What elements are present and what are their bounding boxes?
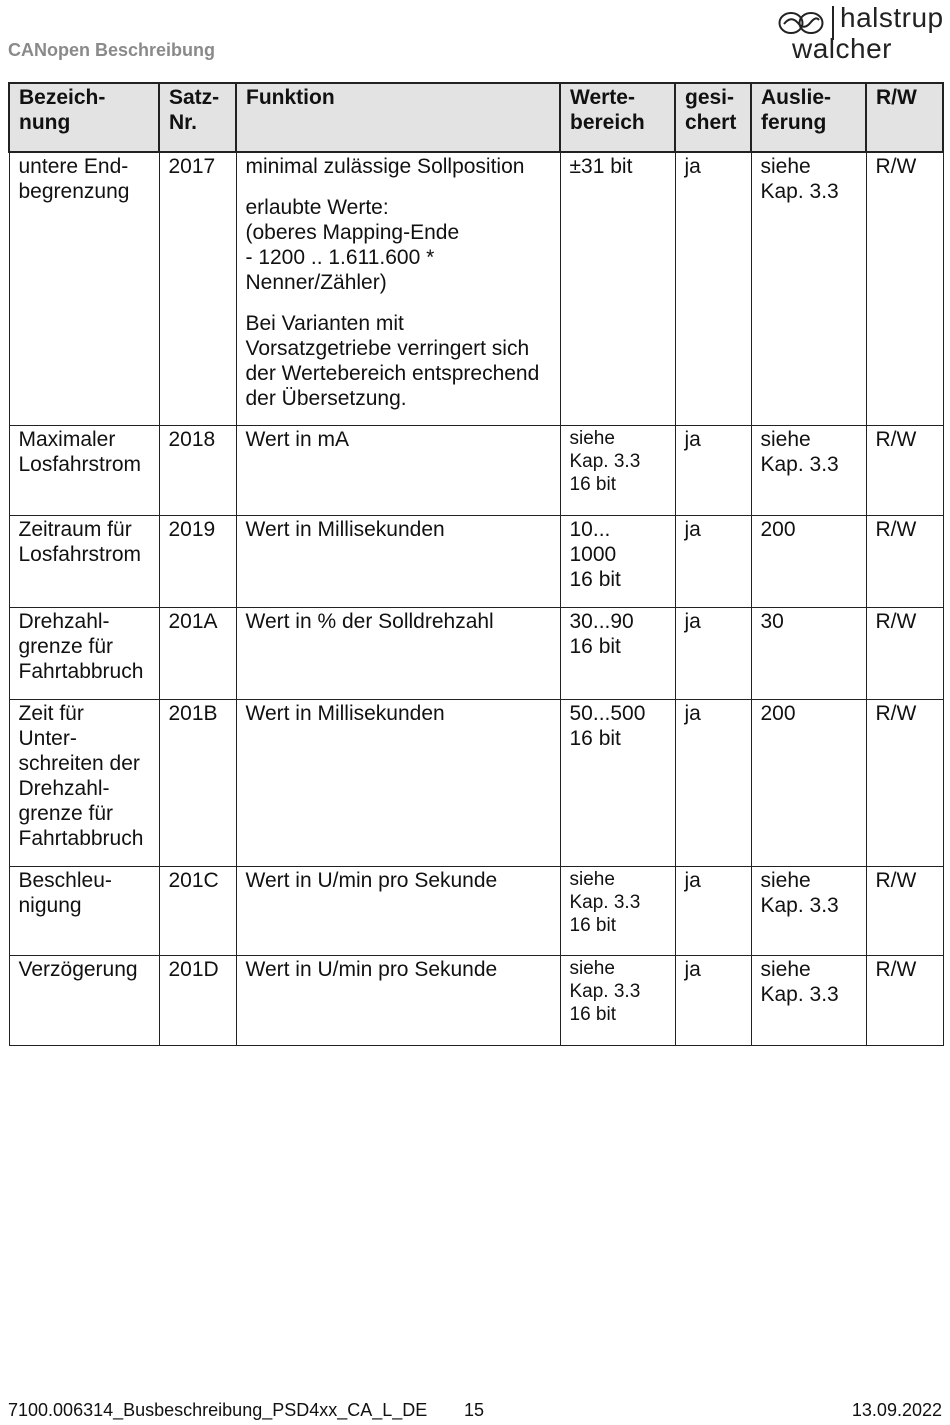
company-logo [778, 4, 946, 62]
cell-rw: R/W [866, 699, 943, 866]
logo-text-walcher: walcher [792, 33, 892, 64]
table-header-col-wertebereich: Werte- bereich [560, 83, 675, 152]
cell-funktion [236, 699, 560, 866]
cell-wertebereich: siehe Kap. 3.3 16 bit [560, 425, 675, 515]
cell-rw: R/W [866, 607, 943, 699]
cell-rw: R/W [866, 955, 943, 1045]
cell-satz-nr: 2018 [159, 425, 236, 515]
funktion-paragraph: Wert in Millisekunden [245, 701, 445, 725]
cell-gesichert: ja [675, 515, 751, 607]
funktion-paragraph: Wert in mA [245, 427, 349, 451]
cell-auslieferung: 200 [751, 699, 866, 866]
document-header-title: CANopen Beschreibung [8, 40, 216, 60]
cell-rw: R/W [866, 866, 943, 955]
cell-satz-nr: 201A [159, 607, 236, 699]
table-header-row [9, 83, 943, 152]
cell-funktion [236, 866, 560, 955]
cell-satz-nr: 201B [159, 699, 236, 866]
cell-auslieferung: siehe Kap. 3.3 [751, 955, 866, 1045]
cell-funktion [236, 152, 560, 425]
logo-text-halstrup: halstrup [840, 2, 944, 33]
table-row [9, 515, 943, 607]
table-header-col-satz-nr: Satz- Nr. [159, 83, 236, 152]
cell-auslieferung: 30 [751, 607, 866, 699]
cell-gesichert: ja [675, 955, 751, 1045]
cell-wertebereich: siehe Kap. 3.3 16 bit [560, 866, 675, 955]
cell-auslieferung: siehe Kap. 3.3 [751, 152, 866, 425]
cell-auslieferung: siehe Kap. 3.3 [751, 425, 866, 515]
funktion-paragraph: Wert in U/min pro Sekunde [245, 957, 498, 981]
cell-wertebereich: 10... 1000 16 bit [560, 515, 675, 607]
cell-bezeichnung: Drehzahl- grenze für Fahrtabbruch [9, 607, 159, 699]
cell-satz-nr: 201C [159, 866, 236, 955]
table-row [9, 152, 943, 425]
funktion-paragraph: Wert in U/min pro Sekunde [245, 868, 498, 892]
cell-funktion [236, 425, 560, 515]
cell-bezeichnung: Verzögerung [9, 955, 159, 1045]
table-header-col-gesichert: gesi- chert [675, 83, 751, 152]
cell-bezeichnung: Maximaler Losfahrstrom [9, 425, 159, 515]
cell-wertebereich: 30...90 16 bit [560, 607, 675, 699]
table-header-col-rw: R/W [866, 83, 943, 152]
cell-gesichert: ja [675, 152, 751, 425]
cell-funktion [236, 607, 560, 699]
cell-satz-nr: 2019 [159, 515, 236, 607]
cell-wertebereich: siehe Kap. 3.3 16 bit [560, 955, 675, 1045]
footer-page-number: 15 [464, 1400, 485, 1420]
cell-satz-nr: 201D [159, 955, 236, 1045]
cell-wertebereich: ±31 bit [560, 152, 675, 425]
table-row [9, 607, 943, 699]
footer-document-id: 7100.006314_Busbeschreibung_PSD4xx_CA_L_DE [8, 1400, 428, 1420]
cell-bezeichnung: Zeitraum für Losfahrstrom [9, 515, 159, 607]
table-row [9, 866, 943, 955]
cell-funktion [236, 955, 560, 1045]
funktion-paragraph: erlaubte Werte: (oberes Mapping-Ende - 1200 .. 1.611.600 * Nenner/Zähler) [245, 196, 460, 294]
funktion-paragraph: Wert in Millisekunden [245, 517, 445, 541]
parameter-table [8, 82, 944, 1046]
cell-rw: R/W [866, 425, 943, 515]
cell-gesichert: ja [675, 607, 751, 699]
table-row [9, 699, 943, 866]
funktion-paragraph: Bei Varianten mit Vorsatzgetriebe verringert sich der Wertebereich entsprechend der Übersetzung. [245, 312, 540, 410]
cell-rw: R/W [866, 152, 943, 425]
cell-funktion [236, 515, 560, 607]
table-row [9, 425, 943, 515]
cell-auslieferung: siehe Kap. 3.3 [751, 866, 866, 955]
cell-bezeichnung: untere End- begrenzung [9, 152, 159, 425]
cell-gesichert: ja [675, 425, 751, 515]
cell-bezeichnung: Zeit für Unter- schreiten der Drehzahl- grenze für Fahrtabbruch [9, 699, 159, 866]
funktion-paragraph: Wert in % der Solldrehzahl [245, 609, 494, 633]
cell-gesichert: ja [675, 699, 751, 866]
funktion-paragraph: minimal zulässige Sollposition [245, 155, 525, 178]
table-row [9, 955, 943, 1045]
table-header-col-auslieferung: Auslie- ferung [751, 83, 866, 152]
cell-rw: R/W [866, 515, 943, 607]
cell-satz-nr: 2017 [159, 152, 236, 425]
table-header-col-bezeichnung: Bezeich- nung [9, 83, 159, 152]
footer-date: 13.09.2022 [851, 1400, 942, 1420]
cell-wertebereich: 50...500 16 bit [560, 699, 675, 866]
cell-bezeichnung: Beschleu- nigung [9, 866, 159, 955]
cell-auslieferung: 200 [751, 515, 866, 607]
table-header-col-funktion: Funktion [236, 83, 560, 152]
cell-gesichert: ja [675, 866, 751, 955]
